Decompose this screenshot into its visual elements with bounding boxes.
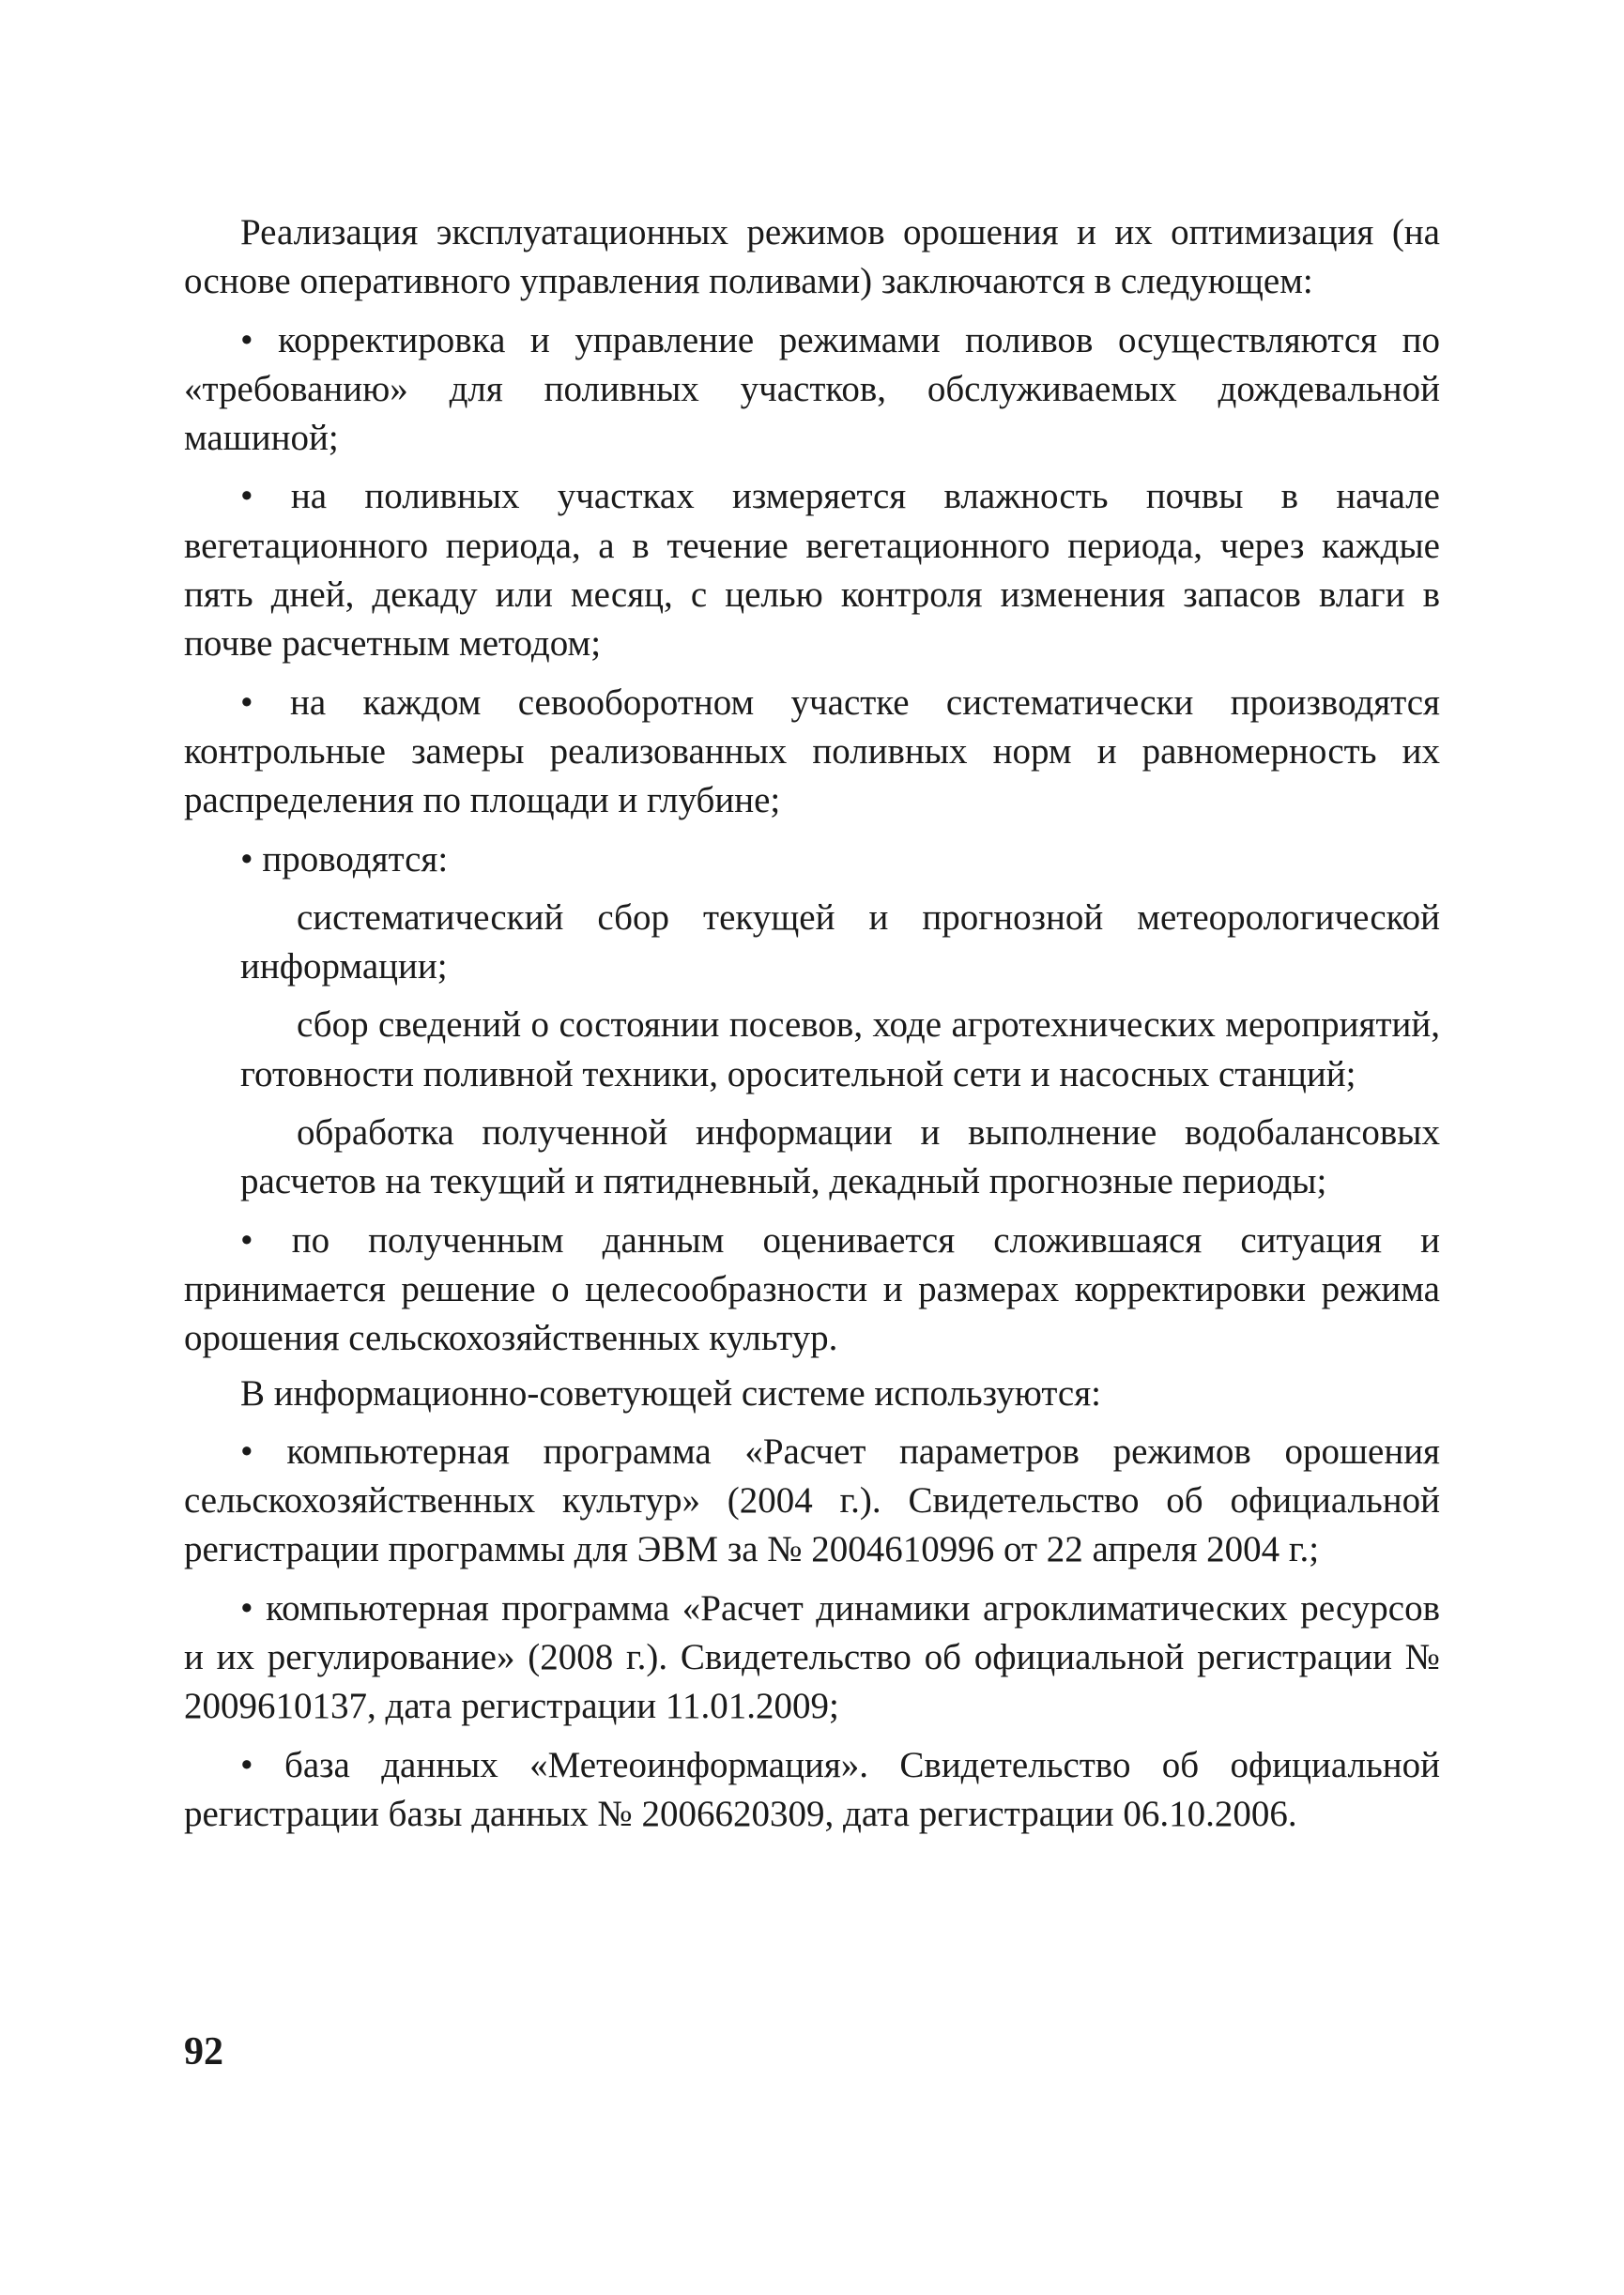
body-text	[184, 208, 1440, 1839]
bullet-item: • на каждом севооборотном участке систематически производятся контрольные замеры реализованных поливных норм и равномерность их распределения по площади и глубине;	[184, 681, 1440, 821]
page-number: 92	[184, 2030, 223, 2073]
paragraph-systems: В информационно-советующей системе используются:	[240, 1372, 1101, 1414]
bullet-item: • компьютерная программа «Расчет параметров режимов орошения сельскохозяйственных культур» (2004 г.). Свидетельство об официальной регистрации программы для ЭВМ за № 2004610996 от 22 апреля 2004 г.;	[184, 1431, 1440, 1570]
bullet-item: • проводятся:	[240, 838, 449, 880]
bullet-item: • база данных «Метеоинформация». Свидетельство об официальной регистрации базы данных № 2006620309, дата регистрации 06.10.2006.	[184, 1744, 1440, 1834]
bullet-item: • по полученным данным оценивается сложившаяся ситуация и принимается решение о целесообразности и размерах корректировки режима орошения сельскохозяйственных культур.	[184, 1219, 1440, 1359]
sub-item: систематический сбор текущей и прогнозной метеорологической информации;	[240, 896, 1440, 987]
paragraph-intro: Реализация эксплуатационных режимов орошения и их оптимизация (на основе оперативного управления поливами) заключаются в следующем:	[184, 212, 1440, 302]
bullet-item: • корректировка и управление режимами поливов осуществляются по «требованию» для поливных участков, обслуживаемых дождевальной машиной;	[184, 319, 1440, 459]
bullet-item: • на поливных участках измеряется влажность почвы в начале вегетационного периода, а в течение вегетационного периода, через каждые пять дней, декаду или месяц, с целью контроля изменения запасов влаги в почве расчетным методом;	[184, 476, 1440, 665]
sub-item: обработка полученной информации и выполнение водобалансовых расчетов на текущий и пятидневный, декадный прогнозные периоды;	[240, 1112, 1440, 1202]
sub-item: сбор сведений о состоянии посевов, ходе агротехнических мероприятий, готовности поливной техники, оросительной сети и насосных станций;	[240, 1004, 1440, 1094]
bullet-item: • компьютерная программа «Расчет динамики агроклиматических ресурсов и их регулирование» (2008 г.). Свидетельство об официальной регистрации № 2009610137, дата регистрации 11.01.2009;	[184, 1587, 1440, 1727]
